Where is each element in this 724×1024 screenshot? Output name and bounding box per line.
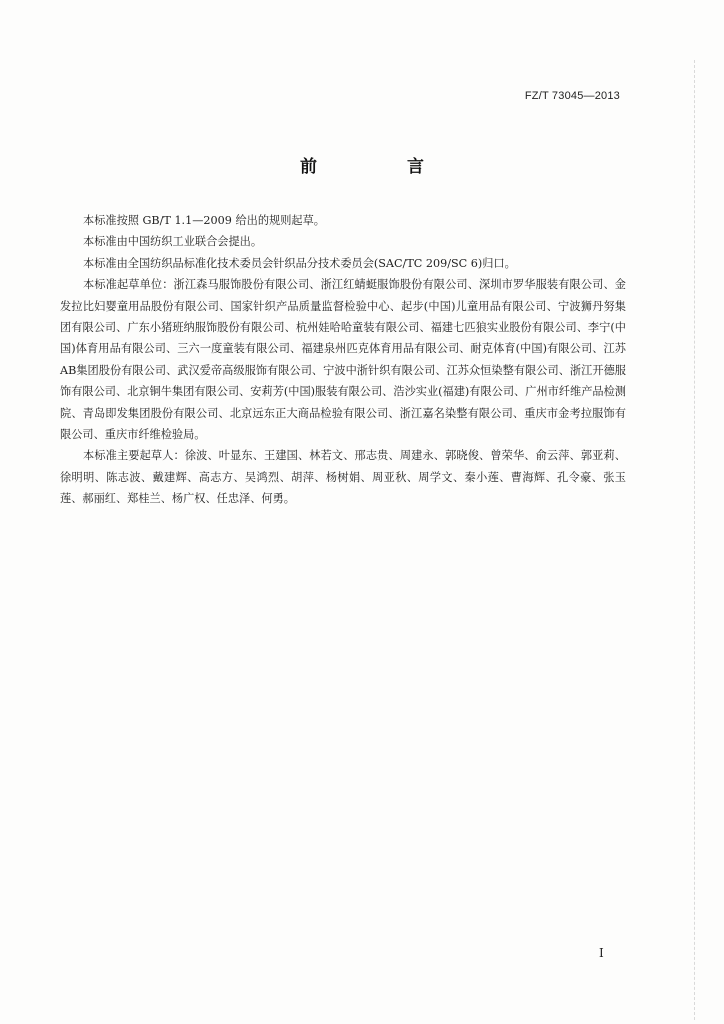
standard-code: FZ/T 73045—2013 (524, 90, 620, 102)
paragraph-drafting-units: 本标准起草单位：浙江森马服饰股份有限公司、浙江红蜻蜓服饰股份有限公司、深圳市罗华服装有限公司、金发拉比妇婴童用品股份有限公司、国家针织产品质量监督检验中心、起步(中国)儿童用品有限公司、宁波狮丹努集团有限公司、广东小猪班纳服饰股份有限公司、杭州娃哈哈童装有限公司、福建七匹狼实业股份有限公司、李宁(中国)体育用品有限公司、三六一度童装有限公司、福建泉州匹克体育用品有限公司、耐克体育(中国)有限公司、江苏AB集团股份有限公司、武汉爱帝高级服饰有限公司、宁波中浙针织有限公司、江苏众恒染整有限公司、浙江开德服饰有限公司、北京铜牛集团有限公司、安莉芳(中国)服装有限公司、浩沙实业(福建)有限公司、广州市纤维产品检测院、青岛即发集团股份有限公司、北京远东正大商品检验有限公司、浙江嘉名染整有限公司、重庆市金考拉服饰有限公司、重庆市纤维检验局。 (60, 278, 626, 442)
paragraph-proposer: 本标准由中国纺织工业联合会提出。 (83, 235, 263, 249)
paragraph-drafting-rules: 本标准按照 GB/T 1.1—2009 给出的规则起草。 (83, 214, 325, 227)
paragraph-committee: 本标准由全国纺织品标准化技术委员会针织品分技术委员会(SAC/TC 209/SC 6)归口。 (83, 256, 516, 270)
paragraph-drafters: 本标准主要起草人：徐波、叶显东、王建国、林若文、邢志贵、周建永、郭晓俊、曾荣华、俞云萍、郭亚莉、徐明明、陈志波、戴建辉、高志方、吴鸿烈、胡萍、杨树娟、周亚秋、周学文、秦小莲、曹海辉、孔令豪、张玉莲、郝丽红、郑桂兰、杨广权、任忠泽、何勇。 (60, 449, 626, 506)
page-number: I (599, 946, 604, 960)
page-title: 前 言 (300, 157, 466, 177)
scan-edge-mark (694, 60, 695, 1020)
foreword-body (60, 210, 626, 510)
